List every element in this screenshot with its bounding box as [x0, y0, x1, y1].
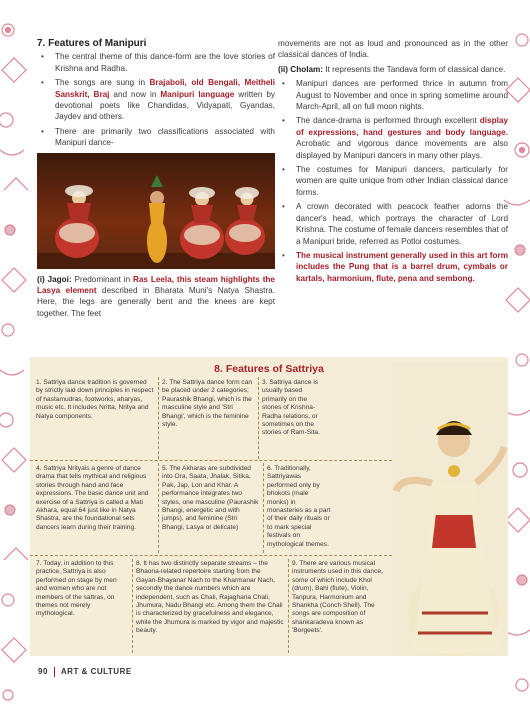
bullet-text: Acrobatic and vigorous dance movements are also displayed by Manipuri dancers in many other plays.: [296, 139, 508, 160]
sattriya-point-1: 1. Sattriya dance tradition is governed by strictly laid down principles in respect of hastamudras, footworks, aharyas, music etc. It includes Nritta, Nritya and Natya components.: [36, 379, 154, 420]
sattriya-features-box: [30, 357, 508, 656]
column-divider: [288, 559, 289, 653]
list-item: [278, 164, 508, 198]
list-item: [37, 126, 275, 149]
bullet-text: The dance-drama is performed through excellent: [296, 116, 480, 126]
column-divider: [263, 463, 264, 553]
column-divider: [132, 559, 133, 653]
manipuri-dancers-photo: [37, 153, 275, 269]
list-item: [278, 250, 508, 284]
page-footer: [38, 667, 132, 677]
right-column: [278, 38, 508, 287]
sattriya-point-8: 8. It has two distinctly separate streams – the Bhaona-related repertoire starting from the Gayan-Bhayanar Nach to the Kharmanar Nach, secondly the dance numbers which are independent, such as Chali, Rajagharia Chali, Jhumura, Nadu Bhangi etc. Among them the Chali is characterized by gracefulness and elegance, while the Jhumura is marked by vigor and majestic beauty.: [136, 560, 284, 635]
footer-separator: [54, 667, 55, 677]
footer-section-name: ART & CULTURE: [60, 667, 132, 677]
cholam-paragraph: [278, 64, 508, 75]
highlight-text: Brajaboli, old Bengali, Meitheli Sanskrit, Braj: [55, 78, 275, 99]
sattriya-point-2: 2. The Sattriya dance form can be placed under 2 categories; Paurashik Bhangi, which is the masculine style and 'Stri Bhangi', which is the feminine style.: [162, 379, 253, 429]
decorative-border-left: [0, 0, 30, 712]
bullet-text: A crown decorated with peacock feather adorns the dancer's head, which portrays the character of Lord Krishna. The costume of female dancers resembles that of a Manipuri bride, referred as Potloi costumes.: [296, 202, 508, 246]
column-divider: [258, 377, 259, 459]
bullet-text: There are primarily two classifications associated with Manipuri dance-: [55, 126, 275, 148]
bullet-text: and now in: [109, 89, 161, 99]
manipuri-list: [37, 51, 275, 148]
bullet-text: Manipuri dances are performed thrice in autumn from August to November and once in spring sometime around March-April, all on full moon nights.: [296, 79, 508, 112]
jagoi-paragraph: [37, 274, 275, 320]
bullet-text: The songs are sung in: [55, 78, 150, 88]
highlight-text: display of expressions, hand gestures and body language.: [296, 116, 508, 137]
sattriya-point-3: 3. Sattriya dance is usually based primarily on the stories of Krishna-Radha relations, or sometimes on the stories of Ram-Sita.: [262, 379, 320, 437]
list-item: [37, 77, 275, 123]
para-text: Predominant in: [71, 274, 133, 284]
para-text: It represents the Tandava form of classical dance.: [323, 64, 506, 74]
sattriya-heading: 8. Features of Sattriya: [214, 363, 324, 375]
sattriya-point-9: 9. There are various musical instruments used in this dance, some of which include Khol (drum), Bahi (flute), Violin, Tanpura, Harmonium and Shankha (Conch Shell). The songs are composition of shankaradeva known as 'Borgeets'.: [292, 560, 383, 635]
section-heading-manipuri: 7. Features of Manipuri: [37, 38, 147, 49]
list-item: [278, 115, 508, 161]
manipuri-features-list: [278, 78, 508, 284]
list-item: [37, 51, 275, 74]
bullet-text: The costumes for Manipuri dancers, particularly for women are quite unique from other Indian classical dance forms.: [296, 165, 508, 197]
bullet-text: written by devotional poets like Chandidas, Vidyapati, Gyandas, Jaydev and others.: [55, 89, 276, 122]
column-divider: [158, 463, 159, 553]
row-divider: [30, 555, 392, 556]
highlight-text: Manipuri language: [160, 89, 235, 99]
para-text: described in Bharata Muni's Natya Shastra. Here, the legs are generally bent and the knees are kept together. The feet: [37, 286, 275, 318]
left-column: [37, 38, 275, 322]
list-item: [278, 201, 508, 247]
page-number: 90: [38, 667, 48, 677]
jagoi-label: (i) Jagoi:: [37, 274, 72, 284]
cholam-label: (ii) Cholam:: [278, 64, 324, 74]
sattriya-point-7: 7. Today, in addition to this practice, Sattriya is also performed on stage by men and women who are not members of the sattras, on themes not merely mythological.: [36, 560, 117, 618]
highlight-text: Ras Leela, this steam highlights the Lasya element: [37, 274, 275, 296]
sattriya-point-5: 5. The Akharas are subdivided into Ora, Saata, Jhalak, Sitika, Pak, Jap, Lon and Khar. A performance integrates two styles, one masculine (Paurashik Bhangi, energetic and with jumps), and feminine (Stri Bhangi, Lasya or delicate): [162, 465, 259, 531]
highlight-text: The musical instrument generally used in this art form includes the Pung that is a barrel drum, cymbals or kartals, harmonium, flute, pena and sembong.: [296, 250, 508, 283]
bullet-text: The central theme of this dance-form are the love stories of Krishna and Radha.: [55, 52, 275, 73]
sattriya-point-6: 6. Traditionally, Sattriyawas performed only by bhokots (male monks) in monasteries as a part of their daily rituals or to mark special festivals on mythological themes.: [267, 465, 331, 548]
list-item: [278, 78, 508, 112]
sattriya-point-4: 4. Sattriya Nrityais a genre of dance drama that tells mythical and religious stories through hand and face expressions. The basic dance unit and exercise of a Sattriya is called a Mati Akhara, equal 64 just like in Natya Shastra, are the foundational sets dancers learn during their training.: [36, 465, 149, 531]
column-divider: [158, 377, 159, 459]
continued-paragraph: movements are not as loud and pronounced as in the other classical dances of India.: [278, 39, 508, 60]
row-divider: [30, 460, 392, 461]
sattriya-dancer-photo: [392, 363, 508, 656]
